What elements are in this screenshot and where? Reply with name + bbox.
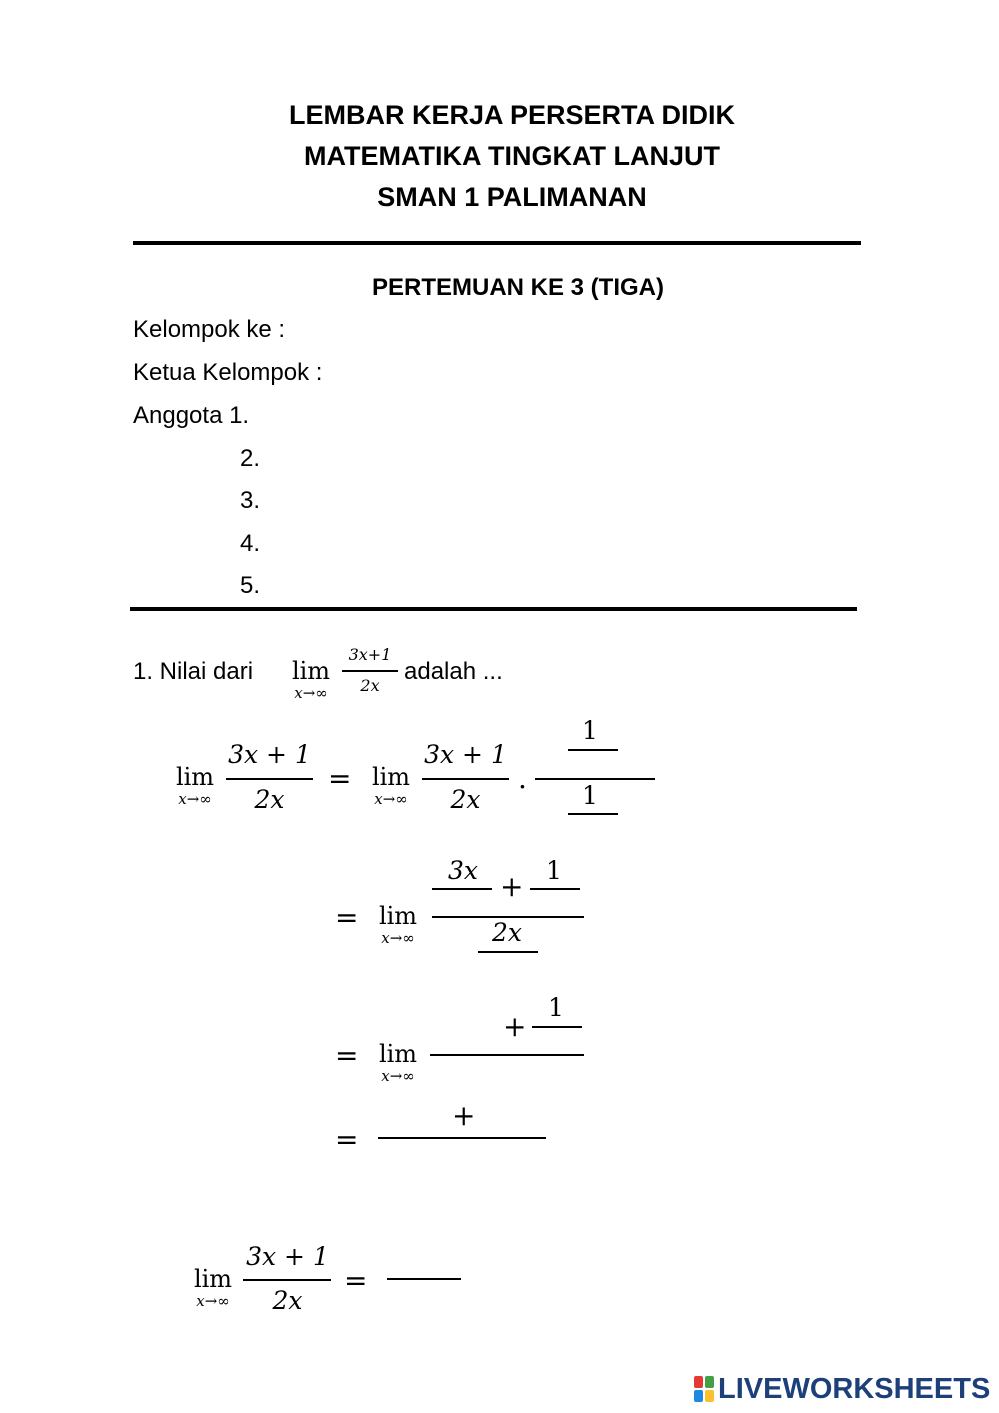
question-prefix: 1. Nilai dari (133, 658, 254, 685)
step1-top-blank[interactable] (568, 749, 618, 751)
lim-sub: x→∞ (381, 929, 415, 947)
liveworksheets-logo-icon (694, 1376, 714, 1402)
logo-square (694, 1376, 703, 1388)
step1-bottom-blank[interactable] (568, 813, 618, 815)
question-denominator: 2x (360, 676, 380, 695)
member-4-label: 4. (240, 530, 261, 557)
meeting-heading: PERTEMUAN KE 3 (TIGA) (371, 274, 664, 301)
step2-plus: + (500, 870, 524, 903)
step3-plus: + (503, 1010, 527, 1043)
question-limit (283, 658, 339, 702)
step4-plus: + (452, 1099, 476, 1132)
lim-text: lim (378, 1040, 418, 1068)
liveworksheets-brand-text: LIVEWORKSHEETS (718, 1372, 991, 1405)
step4-equals: = (335, 1123, 359, 1156)
step1-left-numerator: 3x + 1 (228, 740, 311, 769)
step3-equals: = (335, 1039, 359, 1072)
title-line-1: LEMBAR KERJA PERSERTA DIDIK (288, 100, 736, 130)
final-numerator: 3x + 1 (246, 1242, 329, 1271)
group-field-label: Kelompok ke : (133, 316, 286, 343)
final-fraction-bar (243, 1279, 331, 1281)
step1-multiply-dot: . (518, 762, 527, 795)
step1-top-one: 1 (582, 716, 598, 745)
final-denominator: 2x (272, 1286, 303, 1315)
step3-main-fraction-bar (430, 1054, 584, 1056)
final-answer-blank[interactable] (387, 1278, 461, 1280)
step3-one: 1 (548, 993, 564, 1022)
final-equals: = (344, 1264, 368, 1297)
question-lim-sub: x→∞ (294, 684, 328, 702)
step2-two-x: 2x (491, 918, 522, 947)
lim-sub: x→∞ (196, 1292, 230, 1310)
lim-text: lim (371, 763, 411, 791)
header-divider (133, 241, 861, 245)
step2-equals: = (335, 901, 359, 934)
step3-one-blank[interactable] (532, 1026, 582, 1028)
lim-text: lim (175, 763, 215, 791)
lim-sub: x→∞ (374, 790, 408, 808)
step2-two-x-blank[interactable] (478, 951, 538, 953)
liveworksheets-logo (694, 1374, 990, 1404)
step1-equals: = (328, 762, 352, 795)
lim-text: lim (193, 1265, 233, 1293)
question-lim-text: lim (291, 657, 331, 685)
step1-left-denominator: 2x (254, 785, 285, 814)
member-2-label: 2. (240, 445, 261, 472)
title-line-2: MATEMATIKA TINGKAT LANJUT (304, 141, 720, 171)
step4-fraction-bar (378, 1137, 546, 1139)
lim-text: lim (378, 902, 418, 930)
leader-field-label: Ketua Kelompok : (133, 359, 323, 386)
step1-right-fraction-bar (422, 778, 509, 780)
step1-limit-right (362, 764, 420, 808)
question-fraction-bar (342, 670, 398, 672)
member-5-label: 5. (240, 572, 261, 599)
logo-square (694, 1390, 703, 1402)
lim-sub: x→∞ (178, 790, 212, 808)
final-limit (184, 1266, 242, 1310)
members-field-label: Anggota 1. (133, 402, 250, 429)
member-3-label: 3. (240, 487, 261, 514)
title-line-3: SMAN 1 PALIMANAN (377, 182, 647, 212)
question-numerator: 3x+1 (348, 645, 392, 664)
logo-square (705, 1390, 714, 1402)
step2-limit (369, 903, 427, 947)
step2-one-blank[interactable] (530, 888, 580, 890)
step1-right-numerator: 3x + 1 (424, 740, 507, 769)
step1-right-denominator: 2x (450, 785, 481, 814)
step1-big-fraction-bar (535, 778, 655, 780)
question-suffix: adalah ... (404, 658, 503, 685)
step1-limit-left (166, 764, 224, 808)
step2-three-x-blank[interactable] (432, 888, 492, 890)
lim-sub: x→∞ (381, 1067, 415, 1085)
step1-bottom-one: 1 (582, 781, 598, 810)
step1-left-fraction-bar (226, 778, 313, 780)
step2-one: 1 (546, 856, 562, 885)
step3-limit (369, 1041, 427, 1085)
logo-square (705, 1376, 714, 1388)
fields-divider (130, 607, 857, 611)
step2-three-x: 3x (447, 856, 478, 885)
